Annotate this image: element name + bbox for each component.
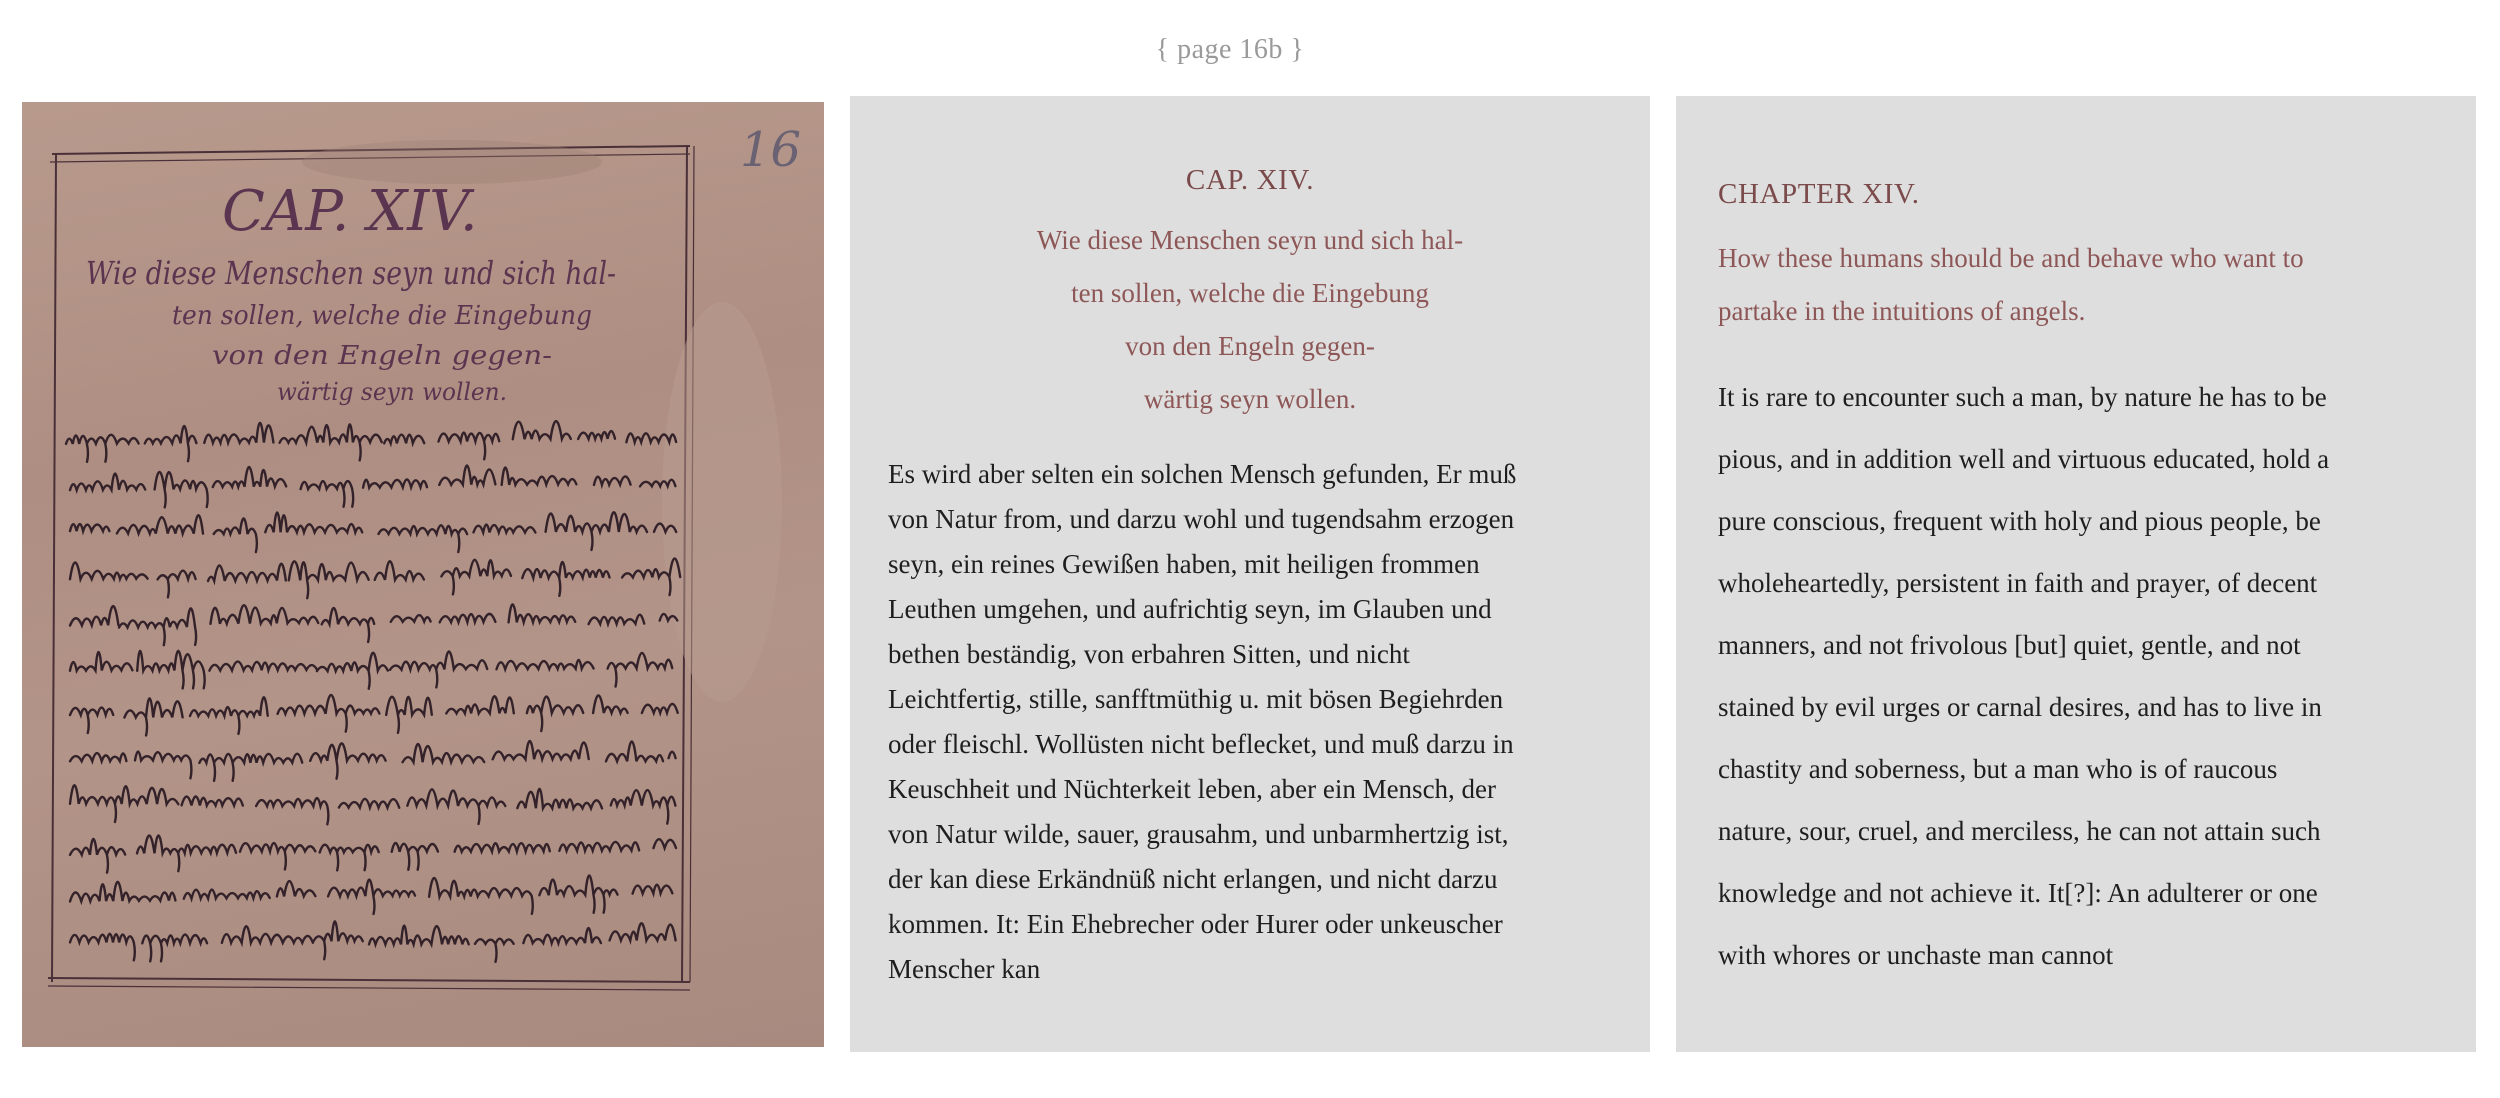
folio-number: 16 xyxy=(740,122,802,178)
body-line: der kan diese Erkändnüß nicht erlangen, und nicht darzu xyxy=(888,864,1498,894)
transcription-body xyxy=(888,452,1618,992)
body-line: chastity and soberness, but a man who is of raucous xyxy=(1718,754,2278,784)
translation-heading: CHAPTER XIV. xyxy=(1718,178,1920,210)
body-line: von Natur from, und darzu wohl und tugendsahm erzogen xyxy=(888,504,1515,534)
manuscript-title-line: Wie diese Menschen seyn und sich hal- xyxy=(86,254,616,292)
body-line: bethen beständig, von erbahren Sitten, und nicht xyxy=(888,639,1410,669)
handwriting-line xyxy=(70,875,673,918)
body-line: Menscher kan xyxy=(888,954,1041,984)
manuscript-drawing xyxy=(22,102,824,1047)
body-line: Leichtfertig, stille, sanfftmüthig u. mit bösen Begiehrden xyxy=(888,684,1504,714)
body-line: oder fleischl. Wollüsten nicht beflecket, und muß darzu in xyxy=(888,729,1514,759)
handwriting-line xyxy=(70,694,678,736)
handwriting-line xyxy=(70,921,676,962)
translation-panel xyxy=(1676,96,2476,1052)
transcription-panel xyxy=(850,96,1650,1052)
handwriting-line xyxy=(70,741,676,782)
transcription-heading: CAP. XIV. xyxy=(1185,164,1315,196)
manuscript-title-line: wärtig seyn wollen. xyxy=(277,378,507,406)
manuscript-title-line: von den Engeln gegen- xyxy=(212,341,552,371)
subtitle-line: Wie diese Menschen seyn und sich hal- xyxy=(1036,225,1464,255)
subtitle-line: partake in the intuitions of angels. xyxy=(1718,296,2086,326)
manuscript-image xyxy=(22,102,824,1047)
body-line: Es wird aber selten ein solchen Mensch gefunden, Er muß xyxy=(888,459,1517,489)
subtitle-line: How these humans should be and behave who want to xyxy=(1718,243,2304,273)
handwriting-line xyxy=(70,511,676,553)
body-line: Keuschheit und Nüchterkeit leben, aber ein Mensch, der xyxy=(888,774,1497,804)
body-line: stained by evil urges or carnal desires, and has to live in xyxy=(1718,692,2322,722)
body-line: pious, and in addition well and virtuous educated, hold a xyxy=(1718,444,2330,474)
page-label: { page 16b } xyxy=(1155,34,1305,65)
body-line: von Natur wilde, sauer, grausahm, und unbarmhertzig ist, xyxy=(888,819,1509,849)
body-line: wholeheartedly, persistent in faith and prayer, of decent xyxy=(1718,568,2318,598)
handwriting-line xyxy=(70,785,676,825)
body-line: nature, sour, cruel, and merciless, he can not attain such xyxy=(1718,816,2321,846)
handwriting-line xyxy=(66,420,676,462)
subtitle-line: wärtig seyn wollen. xyxy=(1143,384,1357,414)
manuscript-title-line: ten sollen, welche die Eingebung xyxy=(172,301,592,331)
body-line: kommen. It: Ein Ehebrecher oder Hurer oder unkeuscher xyxy=(888,909,1503,939)
handwriting-line xyxy=(70,647,672,692)
transcription-subtitle xyxy=(850,214,1650,426)
handwriting-line xyxy=(70,464,676,509)
body-line: manners, and not frivolous [but] quiet, gentle, and not xyxy=(1718,630,2301,660)
translation-subtitle xyxy=(1718,232,2438,338)
body-line: knowledge and not achieve it. It[?]: An adulterer or one xyxy=(1718,878,2318,908)
manuscript-handwriting xyxy=(66,420,680,962)
handwriting-line xyxy=(70,601,678,646)
body-line: seyn, ein reines Gewißen haben, mit heiligen frommen xyxy=(888,549,1480,579)
body-line: Leuthen umgehen, und aufrichtig seyn, im Glauben und xyxy=(888,594,1492,624)
handwriting-line xyxy=(70,558,680,600)
handwriting-line xyxy=(70,832,676,872)
body-line: with whores or unchaste man cannot xyxy=(1718,940,2114,970)
translation-body xyxy=(1718,366,2448,986)
subtitle-line: von den Engeln gegen- xyxy=(1125,331,1375,361)
manuscript-heading: CAP. XIV. xyxy=(222,179,478,244)
body-line: It is rare to encounter such a man, by nature he has to be xyxy=(1718,382,2327,412)
subtitle-line: ten sollen, welche die Eingebung xyxy=(1071,278,1429,308)
body-line: pure conscious, frequent with holy and pious people, be xyxy=(1718,506,2321,536)
